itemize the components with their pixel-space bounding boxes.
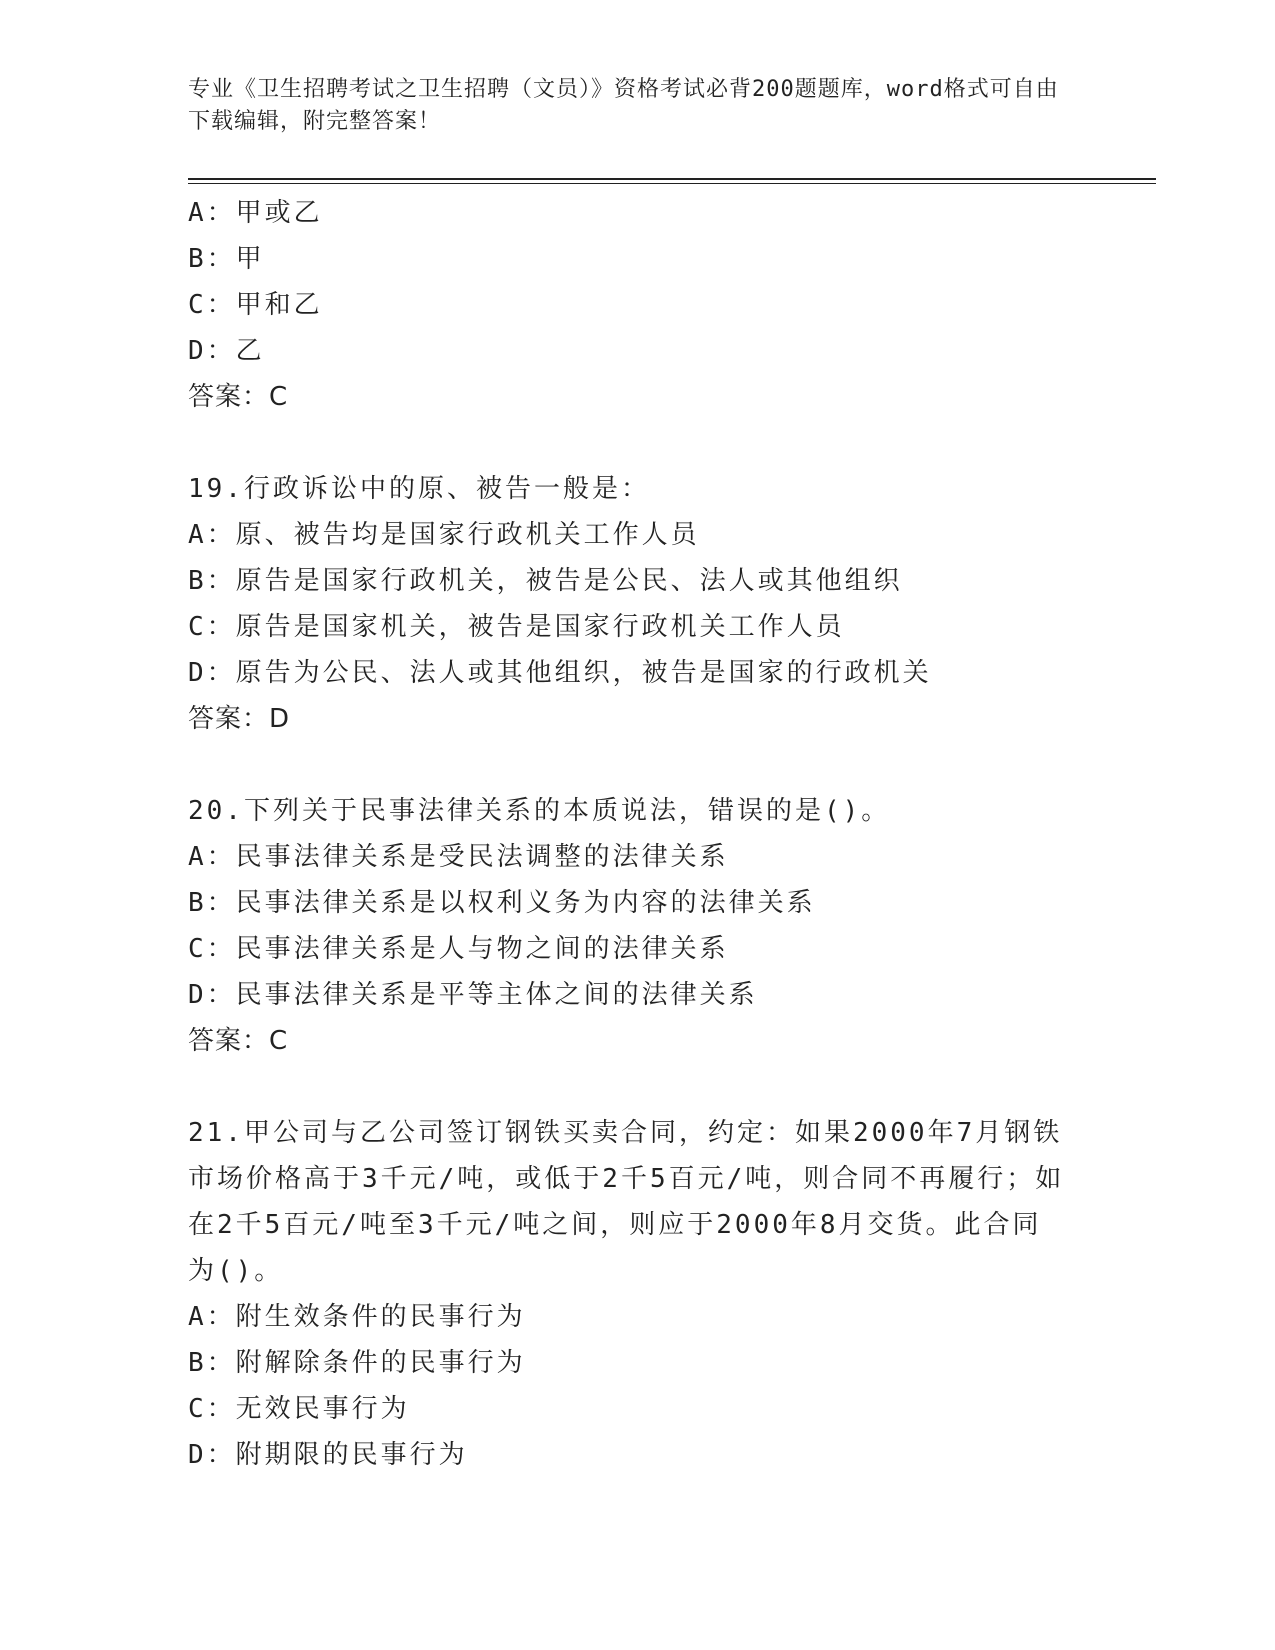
- option-b: B：甲: [188, 244, 265, 274]
- option-b: B：附解除条件的民事行为: [188, 1348, 526, 1378]
- spacer: [188, 742, 1088, 788]
- header-divider-thick: [188, 178, 1156, 180]
- answer-line: 答案：C: [188, 382, 289, 412]
- option-c: C：民事法律关系是人与物之间的法律关系: [188, 934, 729, 964]
- question-stem: 21.甲公司与乙公司签订钢铁买卖合同，约定：如果2000年7月钢铁市场价格高于3千元/吨，或低于2千5百元/吨，则合同不再履行；如在2千5百元/吨至3千元/吨之间，则应于2000年8月交货。此合同为()。: [188, 1118, 1065, 1286]
- option-a: A：民事法律关系是受民法调整的法律关系: [188, 842, 729, 872]
- page-header: 专业《卫生招聘考试之卫生招聘（文员）》资格考试必背200题题库，word格式可自由下载编辑，附完整答案！: [188, 77, 1059, 134]
- option-d: D：附期限的民事行为: [188, 1440, 468, 1470]
- option-c: C：甲和乙: [188, 290, 323, 320]
- option-d: D：乙: [188, 336, 265, 366]
- question-18-block: [188, 190, 1088, 420]
- answer-line: 答案：C: [188, 1026, 289, 1056]
- question-content: [188, 190, 1088, 1478]
- header-divider-thin: [188, 183, 1156, 184]
- option-d: D：原告为公民、法人或其他组织，被告是国家的行政机关: [188, 658, 932, 688]
- option-b: B：民事法律关系是以权利义务为内容的法律关系: [188, 888, 816, 918]
- option-c: C：原告是国家机关，被告是国家行政机关工作人员: [188, 612, 845, 642]
- spacer: [188, 420, 1088, 466]
- spacer: [188, 1064, 1088, 1110]
- question-stem: 19.行政诉讼中的原、被告一般是：: [188, 474, 650, 504]
- option-a: A：原、被告均是国家行政机关工作人员: [188, 520, 700, 550]
- option-c: C：无效民事行为: [188, 1394, 410, 1424]
- option-a: A：附生效条件的民事行为: [188, 1302, 526, 1332]
- option-b: B：原告是国家行政机关，被告是公民、法人或其他组织: [188, 566, 903, 596]
- question-21-block: [188, 1110, 1088, 1478]
- option-d: D：民事法律关系是平等主体之间的法律关系: [188, 980, 758, 1010]
- question-20-block: [188, 788, 1088, 1064]
- answer-line: 答案：D: [188, 704, 291, 734]
- option-a: A：甲或乙: [188, 198, 323, 228]
- question-19-block: [188, 466, 1088, 742]
- question-stem: 20.下列关于民事法律关系的本质说法，错误的是()。: [188, 796, 891, 826]
